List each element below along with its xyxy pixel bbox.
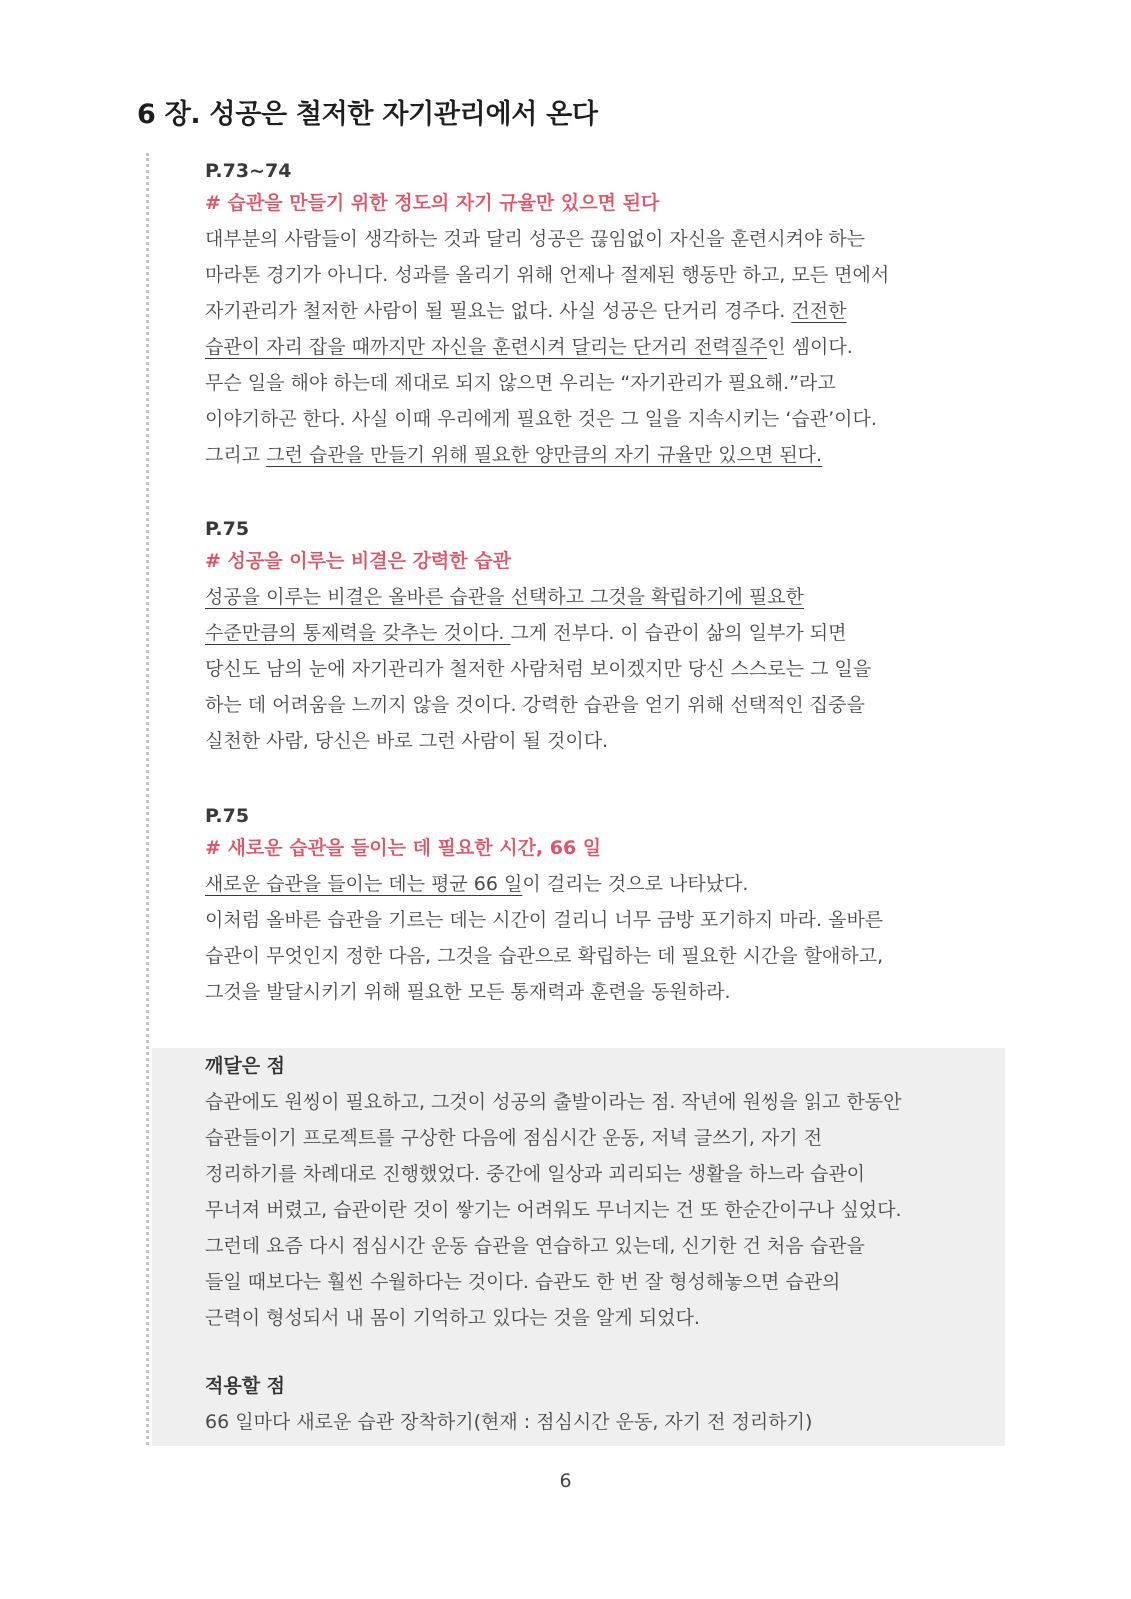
body-line: 무슨 일을 해야 하는데 제대로 되지 않으면 우리는 “자기관리가 필요해.”라고: [205, 372, 836, 394]
section-heading: # 새로운 습관을 들이는 데 필요한 시간, 66 일: [205, 837, 602, 859]
realization-title: 깨달은 점: [205, 1055, 286, 1077]
reflection-line: 습관에도 원씽이 필요하고, 그것이 성공의 출발이라는 점. 작년에 원씽을 읽고 한동안: [205, 1091, 902, 1113]
body-line: 이야기하곤 한다. 사실 이때 우리에게 필요한 것은 그 일을 지속시키는 ‘습관’이다.: [205, 408, 877, 430]
application-section: [205, 1368, 1005, 1440]
underlined-text: 그런 습관을 만들기 위해 필요한 양만큼의 자기 규율만 있으면 된다.: [266, 444, 823, 466]
reflection-line: 정리하기를 차례대로 진행했었다. 중간에 일상과 괴리되는 생활을 하느라 습관이: [205, 1163, 866, 1185]
body-line: 대부분의 사람들이 생각하는 것과 달리 성공은 끊임없이 자신을 훈련시켜야 하는: [205, 228, 866, 250]
section-page-ref: P.73~74: [205, 160, 292, 182]
body-line: 수준만큼의 통제력을 갖추는 것이다. 그게 전부다. 이 습관이 삶의 일부가 되면: [205, 622, 847, 644]
section-page-ref: P.75: [205, 518, 250, 540]
underlined-text: 습관이 자리 잡을 때까지만 자신을 훈련시켜 달리는 단거리 전력질주: [205, 336, 768, 358]
body-line: 그리고 그런 습관을 만들기 위해 필요한 양만큼의 자기 규율만 있으면 된다.: [205, 444, 823, 466]
section-2: [205, 515, 1005, 759]
application-title: 적용할 점: [205, 1375, 286, 1397]
page-number: 6: [559, 1470, 572, 1492]
body-line: 이처럼 올바른 습관을 기르는 데는 시간이 걸리니 너무 금방 포기하지 마라. 올바른: [205, 909, 884, 931]
underlined-text: 건전한: [791, 300, 847, 322]
reflection-line: 습관들이기 프로젝트를 구상한 다음에 점심시간 운동, 저녁 글쓰기, 자기 전: [205, 1127, 823, 1149]
body-line: 마라톤 경기가 아니다. 성과를 올리기 위해 언제나 절제된 행동만 하고, 모든 면에서: [205, 264, 890, 286]
reflection-line: 근력이 형성되서 내 몸이 기억하고 있다는 것을 알게 되었다.: [205, 1307, 700, 1329]
body-line: 그것을 발달시키기 위해 필요한 모든 통재력과 훈련을 동원하라.: [205, 981, 731, 1003]
body-line: [205, 579, 1005, 615]
section-3: [205, 802, 1005, 1010]
body-line: 습관이 자리 잡을 때까지만 자신을 훈련시켜 달리는 단거리 전력질주인 셈이다.: [205, 336, 853, 358]
section-1: [205, 157, 1005, 473]
reflection-line: 무너져 버렸고, 습관이란 것이 쌓기는 어려워도 무너지는 건 또 한순간이구나 싶었다.: [205, 1199, 902, 1221]
section-page-ref: P.75: [205, 805, 250, 827]
body-line: 자기관리가 철저한 사람이 될 필요는 없다. 사실 성공은 단거리 경주다. 건전한: [205, 300, 847, 322]
underlined-text: 수준만큼의 통제력을 갖추는 것이다.: [205, 622, 511, 644]
section-heading: # 성공을 이루는 비결은 강력한 습관: [205, 550, 511, 572]
body-line: 새로운 습관을 들이는 데는 평균 66 일이 걸리는 것으로 나타났다.: [205, 873, 749, 895]
section-heading: # 습관을 만들기 위한 정도의 자기 규율만 있으면 된다: [205, 192, 660, 214]
body-line: 습관이 무엇인지 정한 다음, 그것을 습관으로 확립하는 데 필요한 시간을 할애하고,: [205, 945, 884, 967]
body-line: 실천한 사람, 당신은 바로 그런 사람이 될 것이다.: [205, 730, 609, 752]
underlined-text: 새로운 습관을 들이는 데는 평균 66 일: [205, 873, 523, 895]
reflection-line: 들일 때보다는 훨씬 수월하다는 것이다. 습관도 한 번 잘 형성해놓으면 습관의: [205, 1271, 841, 1293]
body-line: 당신도 남의 눈에 자기관리가 철저한 사람처럼 보이겠지만 당신 스스로는 그 일을: [205, 658, 872, 680]
page-title: 6 장. 성공은 철저한 자기관리에서 온다: [137, 99, 598, 130]
underlined-text: 성공을 이루는 비결은 올바른 습관을 선택하고 그것을 확립하기에 필요한: [205, 586, 804, 608]
realization-section: [205, 1048, 1005, 1336]
body-line: 하는 데 어려움을 느끼지 않을 것이다. 강력한 습관을 얻기 위해 선택적인 집중을: [205, 694, 865, 716]
application-line: 66 일마다 새로운 습관 장착하기(현재 : 점심시간 운동, 자기 전 정리하기): [205, 1411, 813, 1433]
quote-divider: [146, 153, 149, 1445]
reflection-line: 그런데 요즘 다시 점심시간 운동 습관을 연습하고 있는데, 신기한 건 처음 습관을: [205, 1235, 865, 1257]
